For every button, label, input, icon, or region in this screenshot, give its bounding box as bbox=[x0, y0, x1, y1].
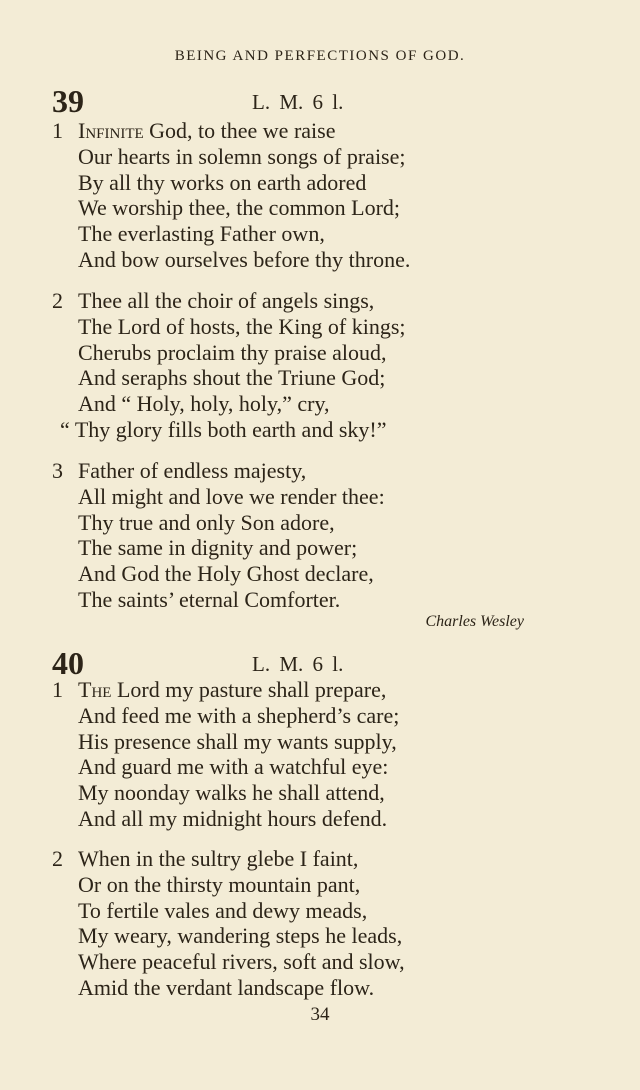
stanza-line: Where peaceful rivers, soft and slow, bbox=[78, 949, 405, 975]
hymn-39-stanza-3 bbox=[52, 458, 542, 613]
stanza-line: And bow ourselves before thy throne. bbox=[78, 246, 411, 272]
stanza-line: And seraphs shout the Triune God; bbox=[78, 365, 386, 391]
stanza-line: Cherubs proclaim thy praise aloud, bbox=[78, 339, 387, 365]
stanza-line: The saints’ eternal Comforter. bbox=[78, 586, 341, 612]
stanza-line: “ Thy glory fills both earth and sky!” bbox=[60, 416, 387, 442]
hymn-meter: L. M. 6 l. bbox=[252, 652, 344, 676]
stanza-first-word: The bbox=[78, 677, 112, 702]
stanza-line: Amid the verdant landscape flow. bbox=[78, 974, 375, 1000]
stanza-first-line-text: Thee all the choir of angels sings, bbox=[78, 288, 375, 313]
stanza-first-line bbox=[52, 677, 542, 703]
stanza-line: Or on the thirsty mountain pant, bbox=[78, 871, 361, 897]
stanza-number: 1 bbox=[52, 677, 63, 702]
hymn-39-stanza-2 bbox=[52, 288, 542, 443]
stanza-line: And feed me with a shepherd’s care; bbox=[78, 702, 400, 728]
hymn-number: 39 bbox=[52, 83, 84, 119]
stanza-number: 2 bbox=[52, 288, 63, 313]
stanza-line: Thy true and only Son adore, bbox=[78, 509, 335, 535]
stanza-line: And God the Holy Ghost declare, bbox=[78, 561, 374, 587]
page-number: 34 bbox=[310, 1004, 330, 1025]
stanza-line: My weary, wandering steps he leads, bbox=[78, 923, 403, 949]
hymn-40-header bbox=[52, 646, 612, 680]
stanza-first-line-text: Father of endless majesty, bbox=[78, 458, 307, 483]
stanza-first-line bbox=[52, 288, 542, 314]
stanza-line: And “ Holy, holy, holy,” cry, bbox=[78, 391, 330, 417]
stanza-line: To fertile vales and dewy meads, bbox=[78, 897, 368, 923]
running-head: BEING AND PERFECTIONS OF GOD. bbox=[174, 48, 466, 64]
stanza-line: And guard me with a watchful eye: bbox=[78, 754, 389, 780]
stanza-line: The Lord of hosts, the King of kings; bbox=[78, 313, 406, 339]
stanza-first-line bbox=[52, 118, 542, 144]
stanza-number: 2 bbox=[52, 846, 63, 871]
stanza-first-line bbox=[52, 846, 542, 872]
hymn-number: 40 bbox=[52, 645, 84, 681]
stanza-line: We worship thee, the common Lord; bbox=[78, 195, 401, 221]
hymn-40-stanza-2 bbox=[52, 846, 542, 1001]
stanza-line: My noonday walks he shall attend, bbox=[78, 780, 385, 806]
hymn-author: Charles Wesley bbox=[425, 613, 524, 630]
hymn-40-stanza-1 bbox=[52, 677, 542, 832]
stanza-line: His presence shall my wants supply, bbox=[78, 728, 397, 754]
stanza-first-line bbox=[52, 458, 542, 484]
stanza-line: Our hearts in solemn songs of praise; bbox=[78, 143, 406, 169]
stanza-first-word: Infinite bbox=[78, 118, 144, 143]
stanza-first-line-text: When in the sultry glebe I faint, bbox=[78, 846, 359, 871]
stanza-number: 1 bbox=[52, 118, 63, 143]
stanza-line: The same in dignity and power; bbox=[78, 535, 358, 561]
hymn-39-stanza-1 bbox=[52, 118, 542, 273]
stanza-first-line-rest: Lord my pasture shall prepare, bbox=[111, 677, 387, 702]
hymn-39-header bbox=[52, 84, 612, 118]
stanza-line: All might and love we render thee: bbox=[78, 483, 385, 509]
hymn-meter: L. M. 6 l. bbox=[252, 90, 344, 114]
stanza-line: And all my midnight hours defend. bbox=[78, 805, 388, 831]
stanza-line: The everlasting Father own, bbox=[78, 221, 325, 247]
stanza-first-line-rest: God, to thee we raise bbox=[143, 118, 336, 143]
stanza-number: 3 bbox=[52, 458, 63, 483]
stanza-line: By all thy works on earth adored bbox=[78, 169, 367, 195]
